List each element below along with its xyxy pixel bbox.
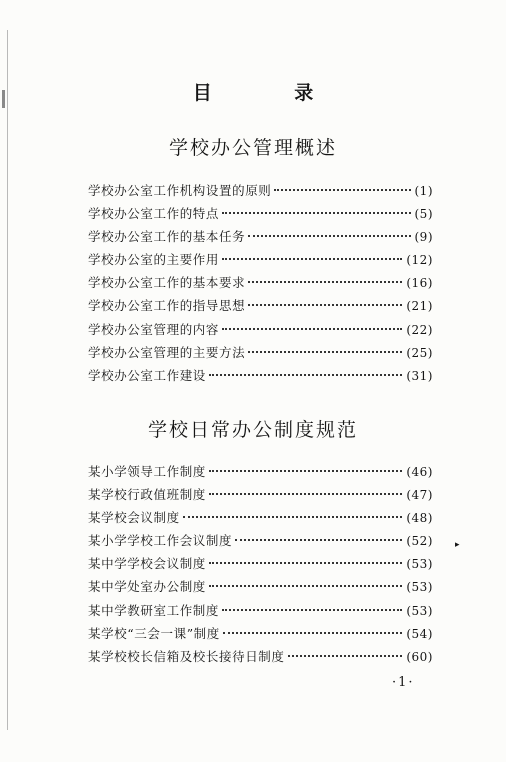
toc-entry-page-number: (9) [414,230,433,245]
section-title-regulations: 学校日常办公制度规范 [147,419,358,441]
toc-dot-leader [274,189,410,191]
margin-bullet-mark: ▸ [455,540,460,550]
toc-dot-leader [248,351,402,353]
toc-entry-title: 某中学处室办公制度 [88,579,206,595]
toc-entry [88,320,433,343]
toc-entry-title: 学校办公室工作的指导思想 [88,298,246,314]
toc-entry-page-number: (22) [406,322,433,337]
toc-entry [88,181,433,204]
toc-entry-title: 某中学学校会议制度 [88,556,206,572]
page-title: 目 录 [192,82,352,104]
toc-dot-leader [248,235,410,237]
toc-entry-title: 某学校校长信箱及校长接待日制度 [88,648,285,664]
toc-dot-leader [183,516,403,518]
toc-entry [88,577,433,600]
toc-entry-title: 学校办公室管理的主要方法 [88,344,246,360]
toc-entry [88,554,433,577]
toc-entry-page-number: (21) [406,299,433,314]
toc-entry-title: 某学校会议制度 [88,510,180,526]
toc-entry-page-number: (25) [406,345,433,360]
toc-dot-leader [235,539,402,541]
toc-entry-page-number: (54) [406,626,433,641]
toc-dot-leader [209,470,402,472]
toc-entry-title: 学校办公室工作的基本任务 [88,229,246,245]
toc-dot-leader [222,258,402,260]
page-number: ·1· [392,675,415,690]
toc-entry-page-number: (47) [406,488,433,503]
toc-entry-page-number: (31) [406,368,433,383]
toc-entry-page-number: (12) [406,253,433,268]
toc-entry-title: 学校办公室的主要作用 [88,252,220,268]
toc-entry [88,485,433,508]
toc-entry-title: 学校办公室工作的特点 [88,206,220,222]
toc-entry [88,647,433,670]
toc-entry-page-number: (53) [406,557,433,572]
toc-entry-page-number: (52) [406,534,433,549]
toc-entry [88,601,433,624]
toc-entry [88,624,433,647]
toc-entry-title: 某小学领导工作制度 [88,464,206,479]
toc-entry [88,296,433,319]
toc-entry-title: 学校办公室工作机构设置的原则 [88,183,272,198]
toc-entry [88,366,433,389]
toc-entry [88,250,433,273]
section-title-overview: 学校办公管理概述 [168,137,337,159]
toc-entry-page-number: (48) [406,511,433,526]
toc-dot-leader [223,632,402,634]
toc-dot-leader [222,212,410,214]
toc-entry-page-number: (53) [406,603,433,618]
toc-entry-title: 某小学学校工作会议制度 [88,533,233,549]
toc-list-overview [88,181,433,389]
toc-entry [88,531,433,554]
toc-entry-page-number: (46) [406,465,433,479]
toc-entry [88,227,433,250]
toc-entry [88,462,433,485]
toc-entry-page-number: (1) [414,184,433,198]
toc-dot-leader [209,493,402,495]
toc-entry-title: 某学校“三会一课”制度 [88,625,220,641]
toc-entry-page-number: (60) [406,649,433,664]
toc-entry [88,204,433,227]
toc-entry-title: 学校办公室管理的内容 [88,321,220,337]
toc-dot-leader [288,655,403,657]
toc-dot-leader [222,609,402,611]
toc-dot-leader [209,585,402,587]
toc-dot-leader [222,328,402,330]
toc-list-regulations [88,462,433,670]
toc-entry [88,508,433,531]
toc-entry-title: 学校办公室工作建设 [88,367,206,383]
toc-entry-title: 某中学教研室工作制度 [88,602,220,618]
toc-dot-leader [248,304,402,306]
toc-dot-leader [209,562,402,564]
toc-entry-page-number: (53) [406,580,433,595]
toc-dot-leader [248,281,402,283]
toc-dot-leader [209,374,402,376]
toc-entry [88,273,433,296]
toc-entry-page-number: (5) [414,207,433,222]
toc-entry [88,343,433,366]
toc-entry-title: 某学校行政值班制度 [88,487,206,503]
toc-entry-title: 学校办公室工作的基本要求 [88,275,246,291]
toc-entry-page-number: (16) [406,276,433,291]
